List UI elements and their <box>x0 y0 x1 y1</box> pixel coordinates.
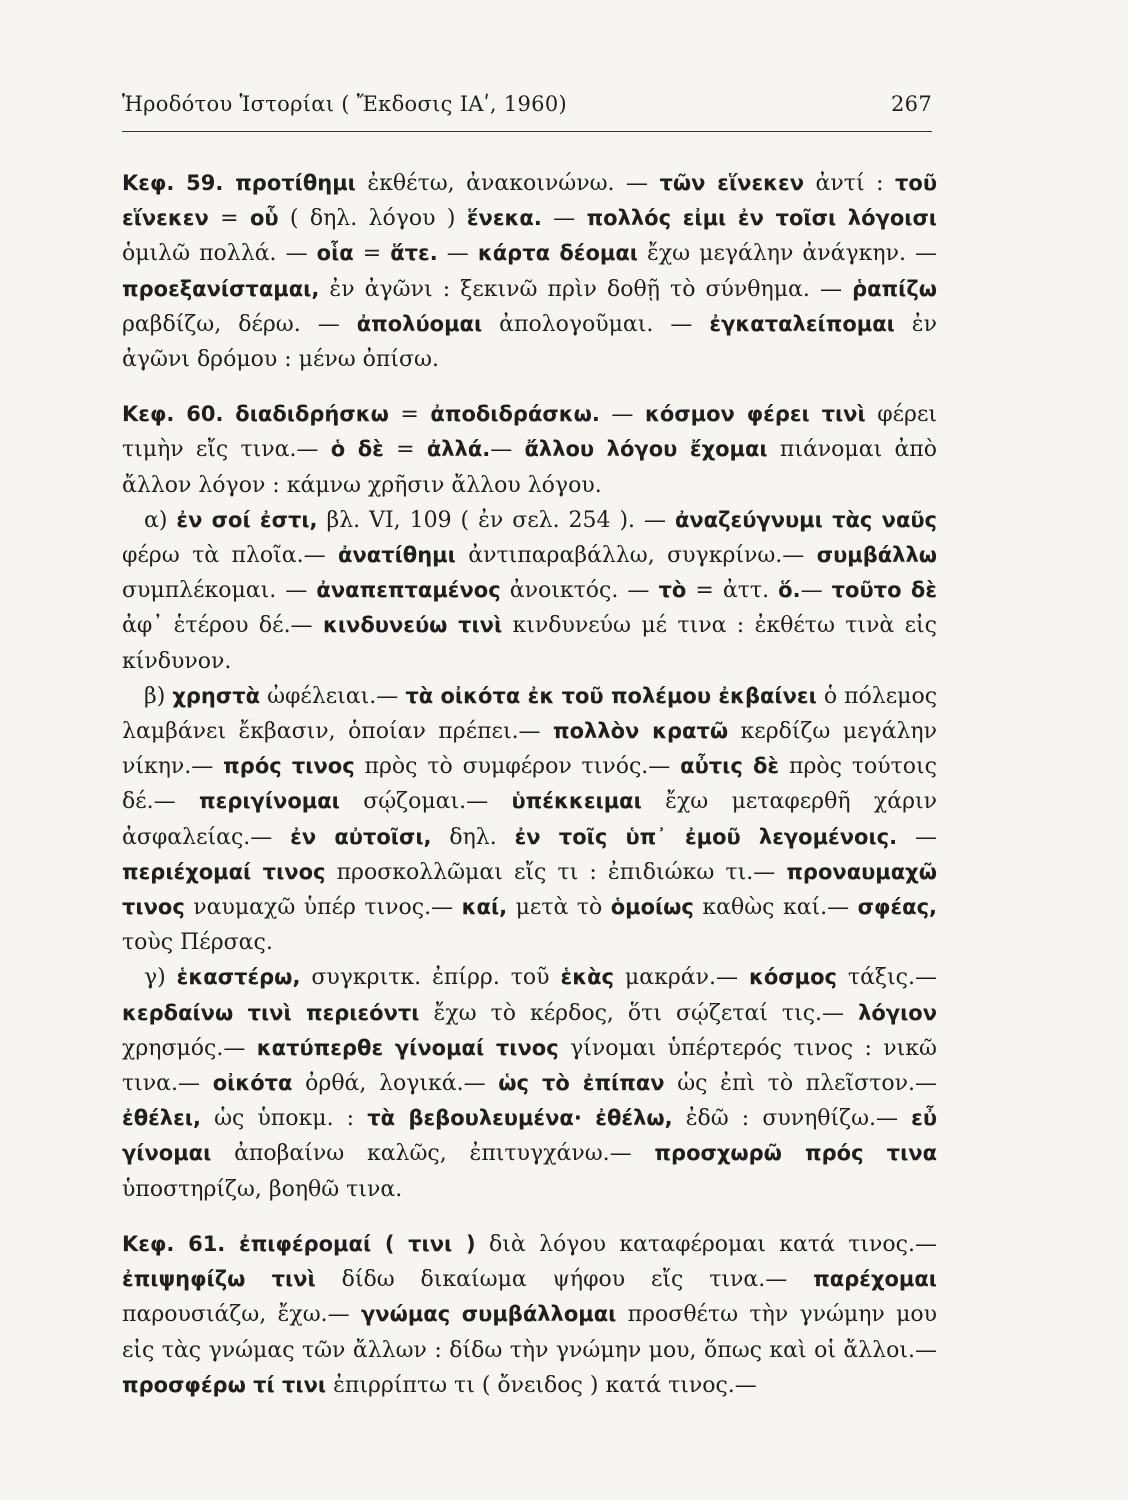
gloss: σῴζομαι.— <box>339 789 512 815</box>
lemma: χρηστὰ <box>172 683 261 708</box>
lemma: συμβάλλω <box>816 543 937 568</box>
commentary-body <box>122 166 937 1403</box>
gloss: κινδυνεύω μέ τινα : ἐκθέτω τινὰ εἰς κίνδυνον. <box>122 613 937 674</box>
lemma: τὰ οἰκότα ἐκ τοῦ πολέμου ἐκβαίνει <box>405 683 817 708</box>
lemma: προσφέρω τί τινι <box>122 1372 327 1397</box>
gloss: γ) <box>144 965 177 991</box>
lemma: ἐν τοῖς ὑπ᾽ ἐμοῦ λεγομένοις. <box>514 824 898 849</box>
lemma: κινδυνεύω τινὶ <box>322 613 503 638</box>
gloss: μετὰ τὸ <box>507 895 611 921</box>
lemma: κάρτα δέομαι <box>477 241 638 266</box>
lemma: περιγίνομαι <box>199 789 340 814</box>
gloss: παρουσιάζω, ἔχω.— <box>122 1302 361 1328</box>
lemma: ἀνατίθημι <box>338 543 456 568</box>
paragraph-p4 <box>122 679 937 961</box>
gloss: ἀνοικτός. — <box>500 578 659 604</box>
gloss: ἐπιρρίπτω τι ( ὄνειδος ) κατά τινος.— <box>326 1372 757 1398</box>
gloss: διὰ λόγου καταφέρομαι κατά τινος.— <box>475 1231 937 1257</box>
lemma: τοῦ εἵνεκεν <box>122 171 938 231</box>
lemma: προσχωρῶ πρός τινα <box>654 1141 937 1166</box>
gloss: ἀντί : <box>804 171 895 196</box>
lemma: ἐπιψηφίζω τινὶ <box>122 1267 316 1292</box>
gloss: ραβδίζω, δέρω. — <box>122 311 357 337</box>
lemma: αὖτις δὲ <box>680 754 780 779</box>
lemma: πολλός εἰμι ἐν τοῖσι λόγοισι <box>586 206 937 231</box>
gloss: δίδω δικαίωμα ψήφου εἴς τινα.— <box>315 1267 814 1293</box>
gloss: τοὺς Πέρσας. <box>122 930 273 956</box>
lemma: οἰκότα <box>212 1071 293 1096</box>
gloss: ἐν ἀγῶνι δρόμου : μένω ὀπίσω. <box>122 311 937 373</box>
lemma: ἑκαστέρω, <box>176 965 301 990</box>
gloss: καθὼς καί.— <box>693 895 858 921</box>
lemma: εὖ γίνομαι <box>122 1106 937 1166</box>
lemma: Κεφ. 59. προτίθημι <box>122 171 356 195</box>
gloss: — <box>490 437 525 463</box>
gloss: ἀντιπαραβάλλω, συγκρίνω.— <box>455 543 817 569</box>
gloss: — <box>541 206 587 232</box>
gloss: β) <box>144 683 173 709</box>
gloss: δηλ. <box>431 824 515 850</box>
gloss: ἐν ἀγῶνι : ξεκινῶ πρὶν δοθῇ τὸ σύνθημα. — <box>319 276 853 302</box>
lemma: ὁ δὲ <box>330 437 384 462</box>
gloss: ὀρθά, λογικά.— <box>292 1071 499 1097</box>
lemma: σφέας, <box>857 895 937 920</box>
lemma: ἕνεκα. <box>466 206 542 231</box>
gloss: — <box>800 578 832 604</box>
lemma: παρέχομαι <box>813 1267 937 1292</box>
lemma: ὅ. <box>778 578 801 603</box>
gloss: ἀπολογοῦμαι. — <box>482 311 710 337</box>
gloss: πρὸς τούτοις δέ.— <box>122 754 937 815</box>
lemma: τὰ βεβουλευμένα· ἐθέλω, <box>367 1106 673 1131</box>
lemma: ἐγκαταλείπομαι <box>709 311 895 336</box>
lemma: τὸ <box>658 578 687 603</box>
gloss: ἔχω τὸ κέρδος, ὅτι σῴζεταί τις.— <box>419 1000 859 1026</box>
header-title: Ἡροδότου Ἱστορίαι ( Ἔκδοσις ΙΑʹ, 1960) <box>122 92 567 116</box>
lemma: ἐν αὐτοῖσι, <box>290 824 432 849</box>
gloss: ναυμαχῶ ὑπέρ τινος.— <box>184 895 462 921</box>
gloss: φέρει τιμὴν εἴς τινα.— <box>122 402 937 463</box>
lemma: Κεφ. 61. ἐπιφέρομαί ( τινι ) <box>122 1231 476 1256</box>
lemma: γνώμας συμβάλλομαι <box>360 1302 617 1327</box>
page-number: 267 <box>891 92 932 116</box>
gloss: κερδίζω μεγάλην νίκην.— <box>122 719 937 780</box>
lemma: ἅτε. <box>390 241 438 266</box>
gloss: — <box>897 824 937 850</box>
gloss: ἀποβαίνω καλῶς, ἐπιτυγχάνω.— <box>211 1141 655 1167</box>
lemma: οὗ <box>249 206 279 231</box>
paragraph-p1 <box>122 166 937 377</box>
gloss: ὠφέλειαι.— <box>260 683 406 709</box>
gloss: = <box>388 402 431 428</box>
lemma: Κεφ. 60. διαδιδρήσκω <box>122 402 389 427</box>
lemma: πρός τινος <box>223 754 355 779</box>
gloss: = ἀττ. <box>686 578 779 604</box>
lemma: ῥαπίζω <box>852 276 937 301</box>
gloss: α) <box>144 507 177 533</box>
lemma: κερδαίνω τινὶ περιεόντι <box>122 1000 420 1025</box>
gloss: ὁμιλῶ πολλά. — <box>122 241 317 267</box>
running-header <box>122 92 932 116</box>
lemma: προναυμαχῶ τινος <box>122 859 937 920</box>
gloss: ἐκθέτω, ἀνακοινώνω. — <box>355 171 660 196</box>
gloss: βλ. VI, 109 ( ἐν σελ. 254 ). — <box>317 507 675 533</box>
lemma: τῶν εἵνεκεν <box>659 171 805 195</box>
lemma: περιέχομαί τινος <box>122 859 326 884</box>
gloss: ὡς ἐπὶ τὸ πλεῖστον.— <box>664 1071 937 1097</box>
paragraph-p3 <box>122 503 937 679</box>
gloss: ( δηλ. λόγου ) <box>278 206 467 232</box>
lemma: κατύπερθε γίνομαί τινος <box>256 1035 559 1060</box>
lemma: ὡς τὸ ἐπίπαν <box>498 1071 665 1096</box>
lemma: κόσμος <box>748 965 837 990</box>
gloss: = <box>353 241 391 267</box>
lemma: ἐν σοί ἐστι, <box>176 507 318 532</box>
lemma: ἑκὰς <box>560 965 614 990</box>
lemma: ὁμοίως <box>610 895 694 920</box>
gloss: — <box>599 402 645 428</box>
gloss: ἐδῶ : συνηθίζω.— <box>672 1106 912 1132</box>
gloss: φέρω τὰ πλοῖα.— <box>122 543 339 569</box>
gloss: τάξις.— <box>836 965 937 991</box>
gloss: ἀφ᾽ ἑτέρου δέ.— <box>122 613 323 639</box>
gloss: προσθέτω τὴν γνώμην μου εἰς τὰς γνώμας τῶν ἄλλων : δίδω τὴν γνώμην μου, ὅπως καὶ οἱ ἄλλοι.— <box>122 1302 938 1363</box>
gloss: συμπλέκομαι. — <box>122 578 317 604</box>
paragraph-p6 <box>122 1227 937 1403</box>
lemma: ὑπέκκειμαι <box>511 789 642 814</box>
lemma: ἀλλά. <box>426 437 491 462</box>
lemma: ἄλλου λόγου ἔχομαι <box>524 437 768 462</box>
gloss: πρὸς τὸ συμφέρον τινός.— <box>354 754 681 780</box>
lemma: κόσμον φέρει τινὶ <box>644 402 866 427</box>
lemma: προεξανίσταμαι, <box>122 276 320 301</box>
gloss: χρησμός.— <box>122 1035 257 1061</box>
lemma: ἀπολύομαι <box>356 311 483 336</box>
lemma: ἀναπεπταμένος <box>316 578 501 603</box>
lemma: ἐθέλει, <box>122 1106 201 1131</box>
gloss: ὑποστηρίζω, βοηθῶ τινα. <box>122 1176 403 1202</box>
paragraph-p5 <box>122 960 937 1206</box>
header-rule <box>122 131 932 132</box>
lemma: λόγιον <box>858 1000 937 1025</box>
gloss: = <box>383 437 427 463</box>
gloss: συγκριτκ. ἐπίρρ. τοῦ <box>300 965 561 991</box>
gloss: = <box>208 206 250 232</box>
lemma: ἀναζεύγνυμι τὰς ναῦς <box>674 507 937 532</box>
gloss: ὡς ὑποκμ. : <box>200 1106 368 1132</box>
gloss: πιάνομαι ἀπὸ ἄλλον λόγον : κάμνω χρῆσιν ἄλλου λόγου. <box>122 437 938 498</box>
lemma: πολλὸν κρατῶ <box>553 719 729 744</box>
gloss: προσκολλῶμαι εἴς τι : ἐπιδιώκω τι.— <box>325 859 787 885</box>
lemma: οἷα <box>316 241 354 266</box>
gloss: γίνομαι ὑπέρτερός τινος : νικῶ τινα.— <box>122 1035 937 1097</box>
lemma: καί, <box>461 895 508 920</box>
lemma: τοῦτο δὲ <box>831 578 938 603</box>
gloss: ἔχω μεγάλην ἀνάγκην. — <box>638 241 937 267</box>
lemma: ἀποδιδράσκω. <box>430 402 600 427</box>
gloss: — <box>437 241 478 267</box>
gloss: ἔχω μεταφερθῆ χάριν ἀσφαλείας.— <box>122 789 937 850</box>
gloss: ὁ πόλεμος λαμβάνει ἔκβασιν, ὁποίαν πρέπει.— <box>122 683 938 745</box>
gloss: μακράν.— <box>613 965 749 991</box>
paragraph-p2 <box>122 397 937 503</box>
